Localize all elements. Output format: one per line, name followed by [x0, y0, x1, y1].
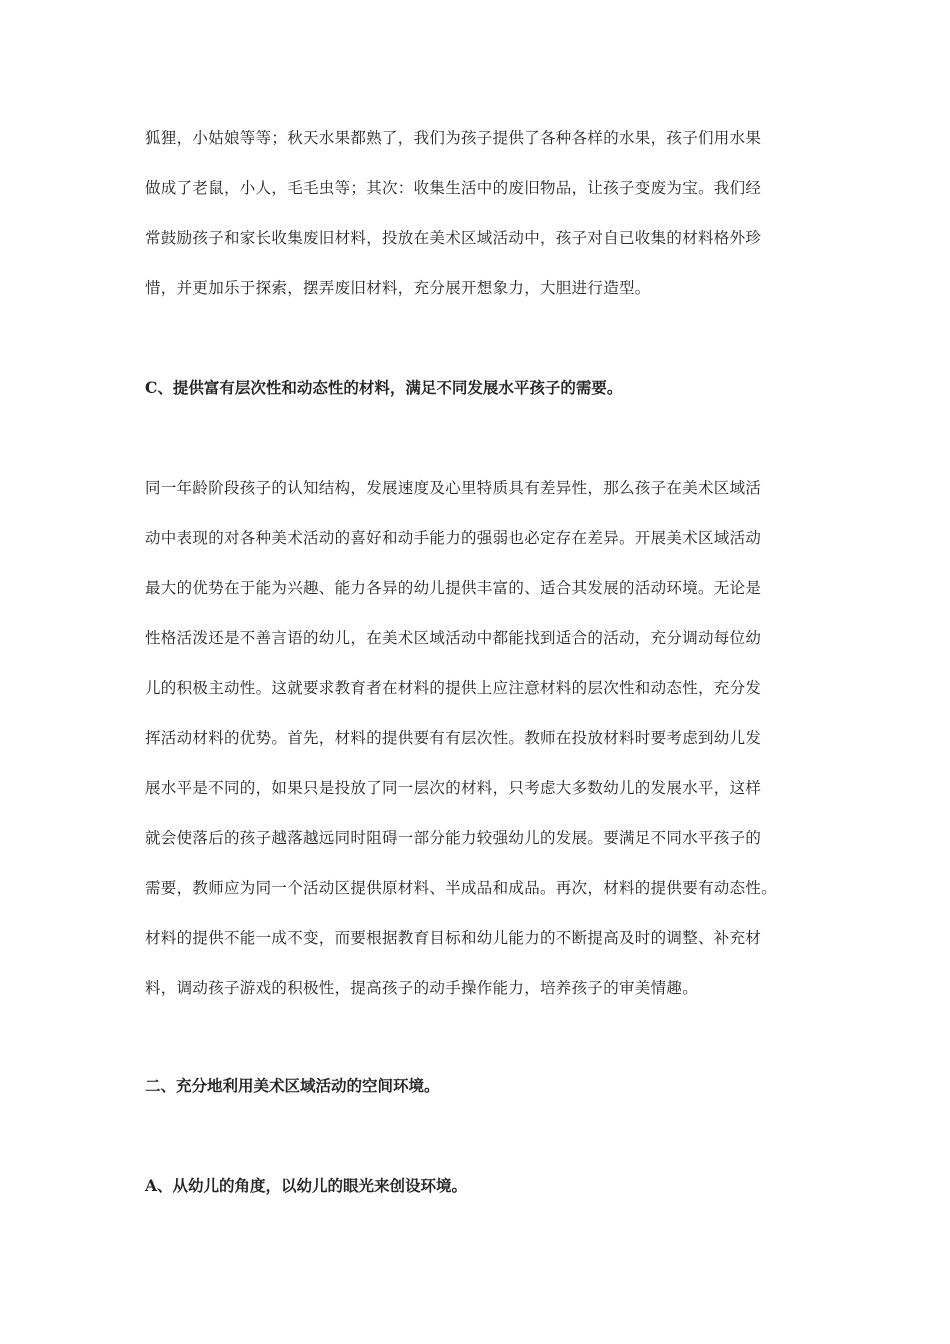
paragraph-materials-collection: [145, 126, 810, 326]
text-line: 儿的积极主动性。这就要求教育者在材料的提供上应注意材料的层次性和动态性，充分发: [145, 679, 762, 697]
text-line: 需要，教师应为同一个活动区提供原材料、半成品和成品。再次，材料的提供要有动态性。: [145, 879, 778, 897]
text-line: 材料的提供不能一成不变，而要根据教育目标和幼儿能力的不断提高及时的调整、补充材: [145, 929, 762, 947]
text-line: 动中表现的对各种美术活动的喜好和动手能力的强弱也必定存在差异。开展美术区域活动: [145, 529, 762, 547]
text-line: 常鼓励孩子和家长收集废旧材料，投放在美术区域活动中，孩子对自已收集的材料格外珍: [145, 229, 762, 247]
text-line: 性格活泼还是不善言语的幼儿，在美术区域活动中都能找到适合的活动，充分调动每位幼: [145, 629, 762, 647]
paragraph-layered-materials: [145, 476, 810, 1026]
text-line: 狐狸，小姑娘等等；秋天水果都熟了，我们为孩子提供了各种各样的水果，孩子们用水果: [145, 129, 762, 147]
section-heading-2: 二、充分地利用美术区域活动的空间环境。: [145, 1076, 440, 1095]
text-line: 料，调动孩子游戏的积极性，提高孩子的动手操作能力，培养孩子的审美情趣。: [145, 979, 699, 997]
section-heading-a: A、从幼儿的角度，以幼儿的眼光来创设环境。: [145, 1176, 468, 1195]
text-line: 就会使落后的孩子越落越远同时阻碍一部分能力较强幼儿的发展。要满足不同水平孩子的: [145, 829, 762, 847]
text-line: 同一年龄阶段孩子的认知结构，发展速度及心里特质具有差异性，那么孩子在美术区域活: [145, 479, 762, 497]
section-heading-c: C、提供富有层次性和动态性的材料，满足不同发展水平孩子的需要。: [145, 378, 623, 397]
text-line: 惜，并更加乐于探索，摆弄废旧材料，充分展开想象力，大胆进行造型。: [145, 279, 651, 297]
text-line: 挥活动材料的优势。首先，材料的提供要有有层次性。教师在投放材料时要考虑到幼儿发: [145, 729, 762, 747]
text-line: 展水平是不同的，如果只是投放了同一层次的材料，只考虑大多数幼儿的发展水平，这样: [145, 779, 762, 797]
text-line: 最大的优势在于能为兴趣、能力各异的幼儿提供丰富的、适合其发展的活动环境。无论是: [145, 579, 762, 597]
text-line: 做成了老鼠，小人，毛毛虫等；其次：收集生活中的废旧物品，让孩子变废为宝。我们经: [145, 179, 762, 197]
